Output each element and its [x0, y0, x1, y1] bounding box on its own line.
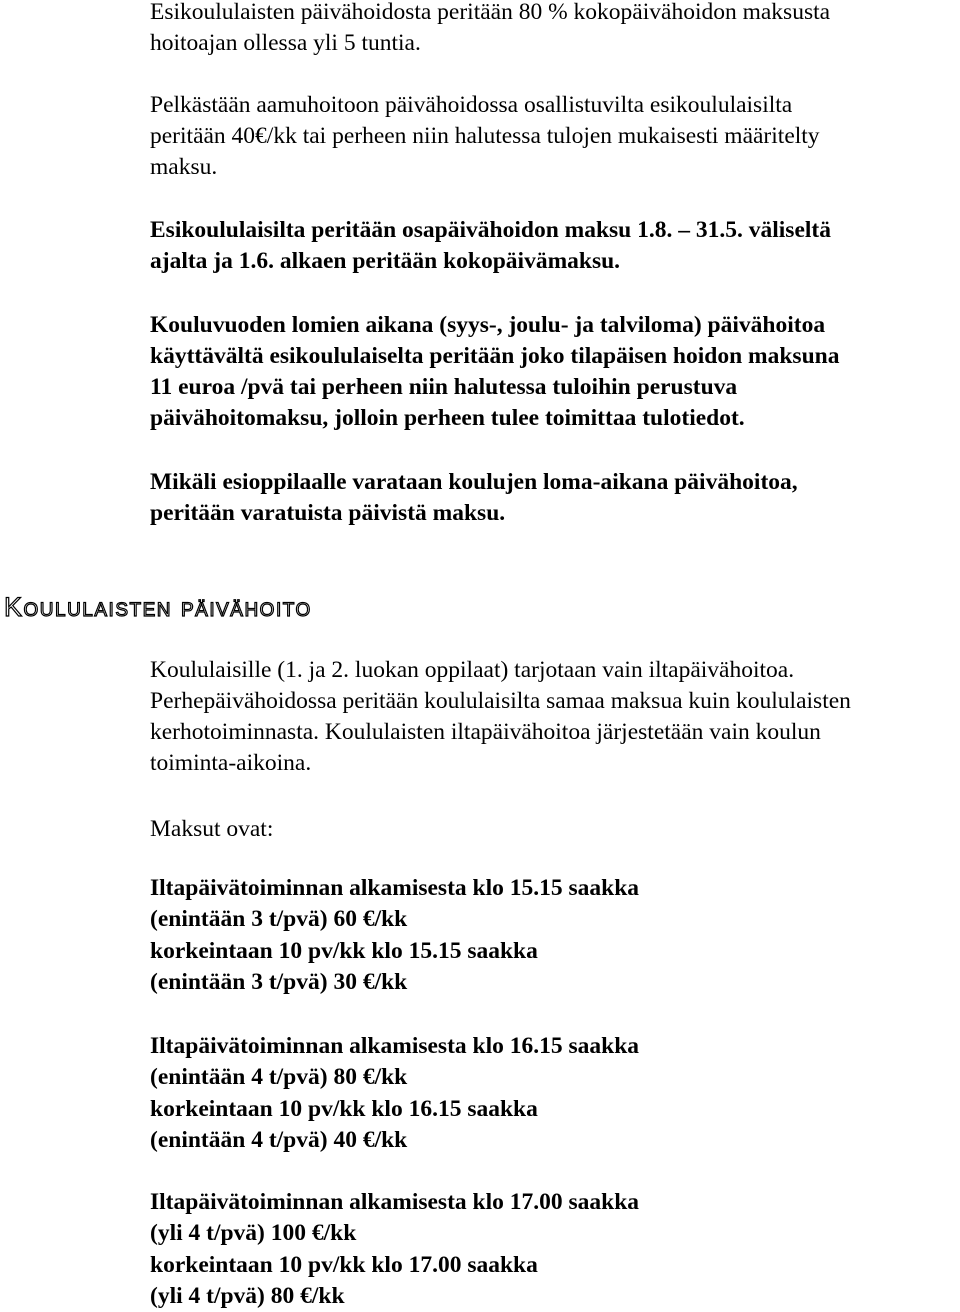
fee-line: korkeintaan 10 pv/kk klo 16.15 saakka [150, 1095, 538, 1122]
text-line: peritään 40€/kk tai perheen niin halutessa tulojen mukaisesti määritelty [150, 123, 820, 149]
text-line: kerhotoiminnasta. Koululaisten iltapäivähoitoa järjestetään vain koulun [150, 719, 821, 745]
fee-line: Iltapäivätoiminnan alkamisesta klo 15.15 saakka [150, 875, 640, 901]
paragraph-holiday-reservation [150, 467, 798, 529]
text-line: Esikoululaisten päivähoidosta peritään 80 % kokopäivähoidon maksusta [150, 0, 831, 25]
fee-line: Iltapäivätoiminnan alkamisesta klo 17.00 saakka [150, 1189, 640, 1215]
paragraph-schoolchildren-intro [150, 655, 851, 779]
text-line: Mikäli esioppilaalle varataan koulujen loma-aikana päivähoitoa, [150, 469, 798, 495]
fee-line: (enintään 4 t/pvä) 40 €/kk [150, 1126, 408, 1153]
fee-group-1700 [150, 1187, 639, 1312]
text-line: toiminta-aikoina. [150, 750, 312, 776]
text-line: hoitoajan ollessa yli 5 tuntia. [150, 30, 421, 56]
text-line: Pelkästään aamuhoitoon päivähoidossa osallistuvilta esikoululaisilta [150, 92, 793, 118]
paragraph-partial-day-fee [150, 215, 831, 277]
fee-line: (enintään 4 t/pvä) 80 €/kk [150, 1064, 408, 1091]
fee-group-1515 [150, 873, 639, 998]
fee-line: (yli 4 t/pvä) 80 €/kk [150, 1282, 345, 1309]
text-line: ajalta ja 1.6. alkaen peritään kokopäivämaksu. [150, 248, 621, 274]
fee-line: (enintään 3 t/pvä) 60 €/kk [150, 906, 408, 933]
fee-line: (enintään 3 t/pvä) 30 €/kk [150, 968, 408, 995]
text-line: Koululaisille (1. ja 2. luokan oppilaat) tarjotaan vain iltapäivähoitoa. [150, 657, 795, 683]
text-line: Esikoululaisilta peritään osapäivähoidon maksu 1.8. – 31.5. väliseltä [150, 217, 831, 243]
text-line: 11 euroa /pvä tai perheen niin halutessa tuloihin perustuva [150, 374, 738, 400]
text-line: maksu. [150, 154, 218, 180]
text-line: käyttävältä esikoululaiselta peritään joko tilapäisen hoidon maksuna [150, 343, 840, 369]
paragraph-preschool-fee [150, 0, 830, 59]
fee-group-1615 [150, 1031, 639, 1156]
section-heading: Koululaisten päivähoito [4, 592, 312, 622]
fee-line: Iltapäivätoiminnan alkamisesta klo 16.15 saakka [150, 1033, 640, 1059]
fee-line: (yli 4 t/pvä) 100 €/kk [150, 1220, 357, 1247]
text-line: päivähoitomaksu, jolloin perheen tulee toimittaa tulotiedot. [150, 405, 745, 431]
paragraph-morning-care [150, 90, 820, 183]
text-line: Kouluvuoden lomien aikana (syys-, joulu- ja talviloma) päivähoitoa [150, 312, 826, 338]
text-line: Perhepäivähoidossa peritään koululaisilta samaa maksua kuin koululaisten [150, 688, 851, 714]
paragraph-school-holidays [150, 310, 839, 434]
fees-heading: Maksut ovat: [150, 816, 274, 842]
fee-line: korkeintaan 10 pv/kk klo 15.15 saakka [150, 937, 538, 964]
text-line: peritään varatuista päivistä maksu. [150, 500, 506, 526]
fee-line: korkeintaan 10 pv/kk klo 17.00 saakka [150, 1251, 538, 1278]
